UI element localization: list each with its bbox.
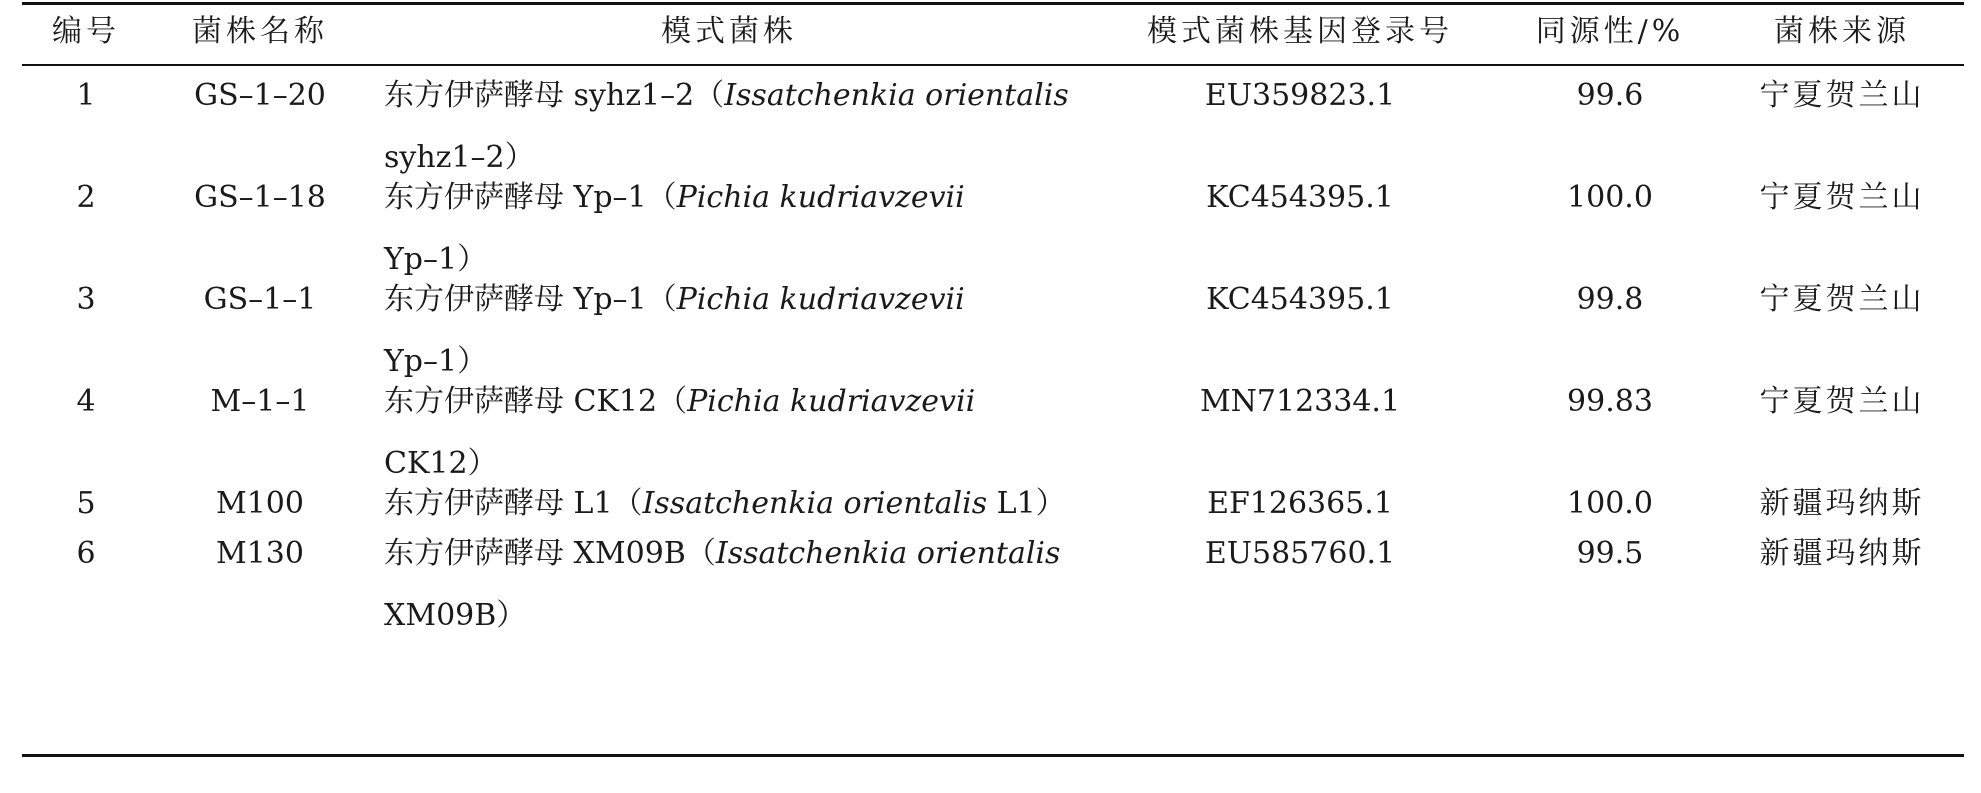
header-no: 编号 <box>52 14 120 49</box>
cell-strain: GS–1–18 <box>194 180 326 215</box>
cell-homology: 100.0 <box>1567 486 1653 521</box>
cell-accession: EU359823.1 <box>1204 78 1396 113</box>
header-source: 菌株来源 <box>1774 14 1910 49</box>
header-type-strain: 模式菌株 <box>661 14 797 49</box>
type-tail: XM09B） <box>384 598 527 633</box>
type-scientific-name: Issatchenkia orientalis <box>724 78 1069 113</box>
cell-source: 新疆玛纳斯 <box>1759 536 1925 571</box>
type-zh: 东方伊萨酵母 Yp–1（ <box>384 282 677 317</box>
table-bottom-rule <box>22 754 1964 757</box>
cell-accession: MN712334.1 <box>1199 384 1401 419</box>
cell-source: 宁夏贺兰山 <box>1759 78 1925 113</box>
header-strain-name: 菌株名称 <box>192 14 328 49</box>
cell-accession: KC454395.1 <box>1206 282 1394 317</box>
header-accession: 模式菌株基因登录号 <box>1147 14 1453 49</box>
cell-source: 新疆玛纳斯 <box>1759 486 1925 521</box>
header-homology: 同源性/% <box>1535 14 1685 49</box>
table-top-rule <box>22 2 1964 5</box>
cell-source: 宁夏贺兰山 <box>1759 384 1925 419</box>
cell-no: 1 <box>76 78 96 113</box>
type-zh: 东方伊萨酵母 syhz1–2（ <box>384 78 725 113</box>
cell-no: 6 <box>76 536 96 571</box>
type-zh: 东方伊萨酵母 XM09B（ <box>384 536 716 571</box>
cell-strain: GS–1–20 <box>194 78 326 113</box>
type-zh: 东方伊萨酵母 Yp–1（ <box>384 180 677 215</box>
type-zh: 东方伊萨酵母 CK12（ <box>384 384 688 419</box>
cell-strain: M100 <box>216 486 304 521</box>
cell-strain: M–1–1 <box>210 384 310 419</box>
type-tail: syhz1–2） <box>384 140 535 175</box>
type-tail: L1） <box>987 486 1066 521</box>
type-scientific-name: Issatchenkia orientalis <box>715 536 1061 571</box>
cell-homology: 99.6 <box>1576 78 1644 113</box>
cell-source: 宁夏贺兰山 <box>1759 282 1925 317</box>
type-zh: 东方伊萨酵母 L1（ <box>384 486 643 521</box>
type-scientific-name: Pichia kudriavzevii <box>676 180 965 215</box>
cell-no: 2 <box>76 180 96 215</box>
cell-type-strain <box>384 523 1074 647</box>
cell-homology: 99.8 <box>1576 282 1644 317</box>
cell-homology: 100.0 <box>1567 180 1653 215</box>
cell-source: 宁夏贺兰山 <box>1759 180 1925 215</box>
cell-no: 3 <box>76 282 96 317</box>
type-scientific-name: Pichia kudriavzevii <box>687 384 976 419</box>
type-tail: Yp–1） <box>384 242 488 277</box>
cell-accession: KC454395.1 <box>1206 180 1394 215</box>
type-scientific-name: Pichia kudriavzevii <box>676 282 965 317</box>
type-tail: CK12） <box>384 446 498 481</box>
cell-strain: M130 <box>216 536 304 571</box>
type-tail: Yp–1） <box>384 344 488 379</box>
cell-homology: 99.83 <box>1567 384 1653 419</box>
cell-no: 5 <box>76 486 96 521</box>
cell-strain: GS–1–1 <box>203 282 317 317</box>
type-scientific-name: Issatchenkia orientalis <box>642 486 988 521</box>
cell-no: 4 <box>76 384 96 419</box>
cell-accession: EF126365.1 <box>1207 486 1393 521</box>
cell-accession: EU585760.1 <box>1204 536 1396 571</box>
cell-homology: 99.5 <box>1576 536 1644 571</box>
